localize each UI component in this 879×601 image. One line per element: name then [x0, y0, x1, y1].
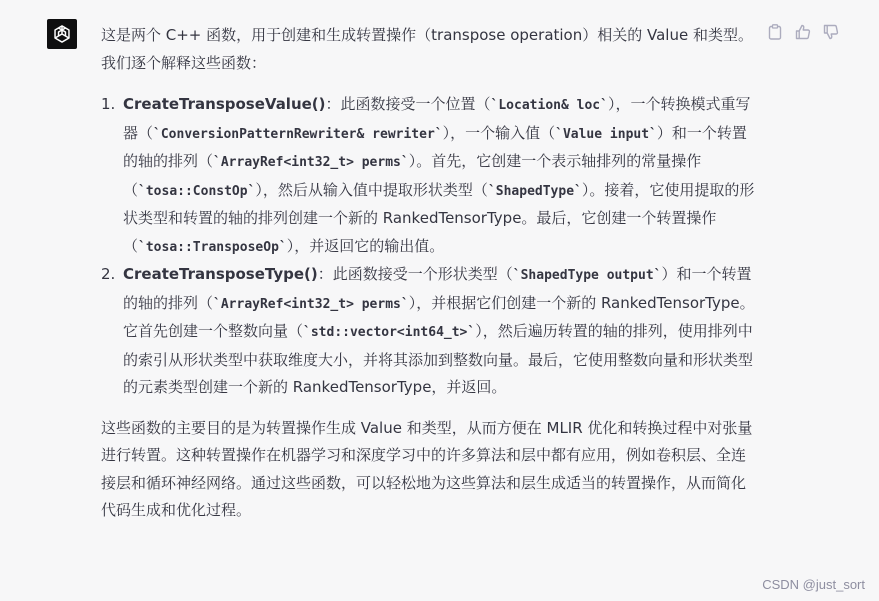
- assistant-avatar: [47, 19, 77, 49]
- item-text: ），然后从输入值中提取形状类型（: [255, 180, 488, 199]
- assistant-message: [101, 22, 756, 525]
- function-name: CreateTransposeType(): [123, 265, 318, 283]
- list-item-create-transpose-value: [101, 91, 756, 261]
- item-text: ）和一个转置的轴的排列（: [123, 123, 747, 170]
- inline-code: `Value input`: [555, 126, 657, 142]
- item-text: ），一个输入值（: [442, 123, 556, 142]
- thumbs-down-icon: [823, 24, 839, 40]
- item-text: ：此函数接受一个形状类型（: [317, 265, 513, 283]
- list-item-create-transpose-type: [101, 261, 756, 402]
- item-text: ），并返回它的输出值。: [286, 236, 445, 255]
- inline-code: `ConversionPatternRewriter& rewriter`: [153, 126, 443, 142]
- inline-code: `Location& loc`: [490, 98, 608, 113]
- inline-code: `ShapedType output`: [512, 268, 662, 283]
- list-number: 1.: [101, 95, 116, 113]
- inline-code: `std::vector<int64_t>`: [303, 325, 476, 340]
- item-text: ），并根据它们创建一个新的 RankedTensorType。它首先创建一个整数向量（: [123, 293, 755, 340]
- item-text: ），一个转换模式重写器（: [123, 95, 751, 142]
- function-list: [101, 91, 756, 402]
- list-number: 2.: [101, 265, 116, 283]
- clipboard-icon: [768, 24, 782, 40]
- function-name: CreateTransposeValue(): [123, 95, 326, 113]
- inline-code: `ShapedType`: [487, 183, 582, 199]
- thumbs-up-icon: [795, 24, 811, 40]
- item-text: ）。首先，它创建一个表示轴排列的常量操作（: [123, 152, 702, 199]
- item-text: ），然后遍历转置的轴的排列，使用排列中的索引从形状类型中获取维度大小，并将其添加到整数向量。最后，它使用整数向量和形状类型的元素类型创建一个新的 RankedTensorType，并返回。: [123, 322, 754, 396]
- watermark: CSDN @just_sort: [762, 577, 865, 592]
- message-actions: [766, 23, 840, 41]
- message-summary: 这些函数的主要目的是为转置操作生成 Value 和类型，从而方便在 MLIR 优化和转换过程中对张量进行转置。这种转置操作在机器学习和深度学习中的许多算法和层中都有应用，例如卷积层、全连接层和循环神经网络。通过这些函数，可以轻松地为这些算法和层生成适当的转置操作，从而简化代码生成和优化过程。: [101, 418, 753, 519]
- openai-logo-icon: [51, 23, 73, 45]
- message-intro: 这是两个 C++ 函数，用于创建和生成转置操作（transpose operation）相关的 Value 和类型。我们逐个解释这些函数：: [101, 26, 753, 72]
- copy-button[interactable]: [766, 23, 784, 41]
- item-text: ）和一个转置的轴的排列（: [123, 265, 752, 312]
- inline-code: `tosa::TransposeOp`: [138, 239, 287, 255]
- item-text: ）。接着，它使用提取的形状类型和转置的轴的排列创建一个新的 RankedTensorType。最后，它创建一个转置操作（: [123, 180, 755, 255]
- inline-code: `ArrayRef<int32_t> perms`: [213, 155, 409, 170]
- inline-code: `ArrayRef<int32_t> perms`: [213, 296, 409, 312]
- item-text: ：此函数接受一个位置（: [325, 95, 491, 113]
- like-button[interactable]: [794, 23, 812, 41]
- dislike-button[interactable]: [822, 23, 840, 41]
- inline-code: `tosa::ConstOp`: [138, 183, 256, 199]
